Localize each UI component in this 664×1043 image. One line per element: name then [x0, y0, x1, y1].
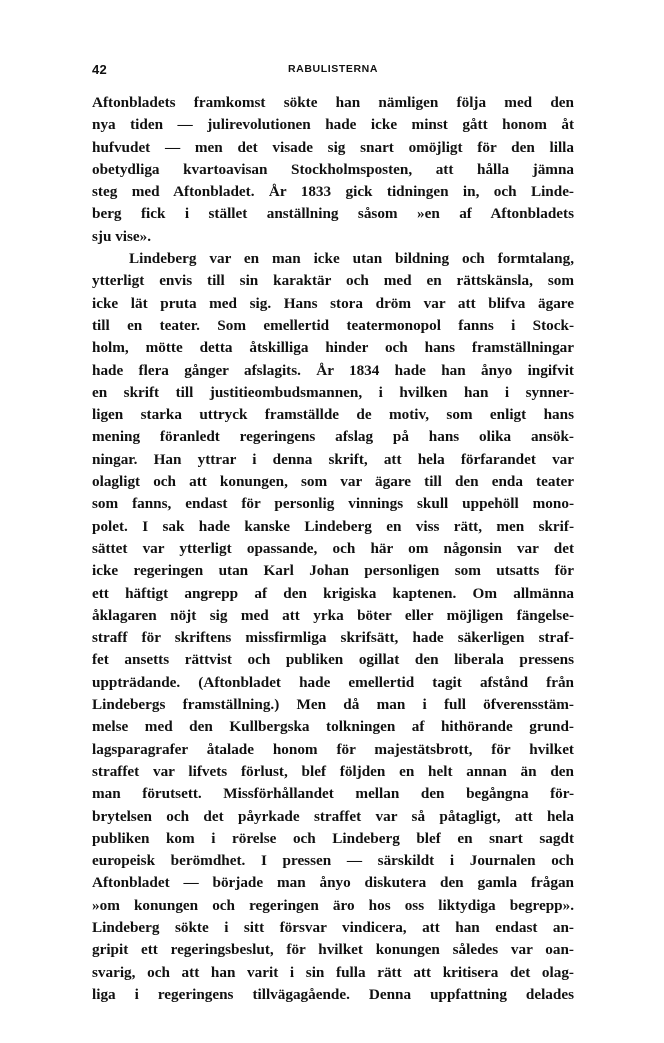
text-line: svarig, och att han varit i sin fulla rätt att kritisera det olag-: [92, 963, 574, 981]
text-line: steg med Aftonbladet. År 1833 gick tidningen in, och Linde-: [92, 183, 574, 201]
text-line: sättet var ytterligt opassande, och här om någonsin var det: [92, 539, 574, 557]
text-line: liga i regeringens tillvägagående. Denna uppfattning delades: [92, 985, 574, 1003]
text-line: straffet var lifvets förlust, blef följden en helt annan än den: [92, 762, 574, 780]
text-line: åklagaren nöjt sig med att yrka böter eller möjligen fängelse-: [92, 606, 574, 624]
body-text: [92, 92, 574, 1006]
text-line: fet ansetts rättvist och publiken ogillat den liberala pressens: [92, 651, 574, 669]
text-line: lagsparagrafer åtalade honom för majestätsbrott, för hvilket: [92, 740, 574, 758]
text-line: icke regeringen utan Karl Johan personligen som utsatts för: [92, 562, 574, 580]
text-line: nya tiden — julirevolutionen hade icke minst gått honom åt: [92, 116, 574, 134]
text-line: mening föranledt regeringens afslag på hans olika ansök-: [92, 428, 574, 446]
text-line: ningar. Han yttrar i denna skrift, att hela förfarandet var: [92, 450, 574, 468]
text-line: uppträdande. (Aftonbladet hade emellertid tagit afstånd från: [92, 673, 574, 691]
text-line: olagligt och att konungen, som var ägare till den enda teater: [92, 473, 574, 491]
text-line: sju vise».: [92, 227, 152, 245]
text-line: Lindebergs framställning.) Men då man i full öfverensstäm-: [92, 696, 574, 714]
text-line: en skrift till justitieombudsmannen, i hvilken han i synner-: [92, 383, 574, 401]
text-line: brytelsen och det påyrkade straffet var så påtagligt, att hela: [92, 807, 574, 825]
text-line: europeisk berömdhet. I pressen — särskildt i Journalen och: [92, 852, 574, 870]
text-line: Lindeberg sökte i sitt försvar vindicera, att han endast an-: [92, 918, 574, 936]
text-line: gripit ett regeringsbeslut, för hvilket konungen således var oan-: [92, 941, 574, 959]
text-line: melse med den Kullbergska tolkningen af hithörande grund-: [92, 718, 574, 736]
text-line: till en teater. Som emellertid teatermonopol fanns i Stock-: [92, 316, 574, 334]
text-line: icke lät pruta med sig. Hans stora dröm var att blifva ägare: [92, 294, 574, 312]
text-line: man förutsett. Missförhållandet mellan den begångna för-: [92, 785, 574, 803]
running-head: [92, 62, 574, 80]
text-line: holm, mötte detta åtskilliga hinder och hans framställningar: [92, 339, 574, 357]
text-line: Aftonbladet — började man ånyo diskutera den gamla frågan: [92, 874, 574, 892]
text-line: polet. I sak hade kanske Lindeberg en viss rätt, men skrif-: [92, 517, 574, 535]
text-line: Aftonbladets framkomst sökte han nämligen följa med den: [92, 94, 574, 111]
text-line: hufvudet — men det visade sig snart omöjligt för den lilla: [92, 138, 574, 156]
text-line: berg fick i stället anställning såsom »en af Aftonbladets: [92, 205, 574, 223]
text-line: hade flera gånger afslagits. År 1834 hade han ånyo ingifvit: [92, 361, 574, 379]
text-line: publiken kom i rörelse och Lindeberg blef en snart sagdt: [92, 829, 574, 847]
page-number: 42: [92, 62, 108, 77]
text-line: straff för skriftens missfirmliga skrifsätt, hade säkerligen straf-: [92, 629, 574, 647]
running-title: RABULISTERNA: [287, 63, 379, 75]
text-line: obetydliga kvartoavisan Stockholmsposten, att hålla jämna: [92, 160, 574, 178]
text-line: »om konungen och regeringen äro hos oss liktydiga begrepp».: [92, 896, 574, 914]
text-line: ytterligt envis till sin karaktär och med en rättskänsla, som: [92, 272, 574, 290]
text-line: som fanns, endast för personlig vinnings skull uppehöll mono-: [92, 495, 574, 513]
text-line: ligen starka uttryck framställde de motiv, som enligt hans: [92, 406, 574, 424]
text-line: ett häftigt angrepp af den krigiska kaptenen. Om allmänna: [92, 584, 574, 602]
text-line: Lindeberg var en man icke utan bildning och formtalang,: [129, 250, 574, 268]
